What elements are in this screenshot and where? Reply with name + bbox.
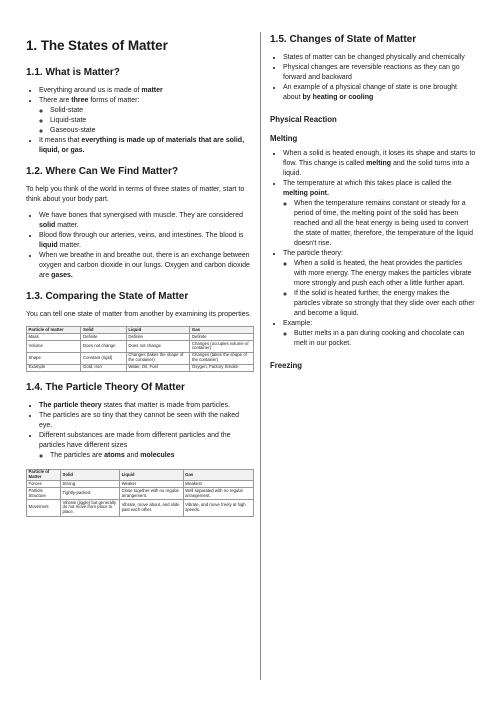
table-cell: Strong bbox=[61, 481, 120, 488]
header-cell: Gas bbox=[190, 327, 254, 334]
text: Everything around us is made of bbox=[39, 87, 142, 94]
table-row bbox=[27, 333, 254, 340]
section-comparing-states bbox=[26, 291, 254, 372]
bold-text: by heating or cooling bbox=[302, 94, 374, 101]
bold-text: melting bbox=[366, 160, 392, 167]
list-item bbox=[283, 149, 476, 179]
bold-text: atoms bbox=[104, 451, 125, 459]
text: When we breathe in and breathe out, there is an exchange between oxygen and carbon dioxide in our lungs. Oxygen and carbon dioxide are bbox=[39, 252, 250, 279]
bullet-list bbox=[26, 86, 254, 156]
table-cell: Changes (takes the shape of the container) bbox=[190, 352, 254, 364]
table-row bbox=[27, 500, 254, 517]
list-item bbox=[39, 211, 254, 231]
bold-text: melting point. bbox=[283, 190, 329, 197]
section-where-find-matter bbox=[26, 166, 254, 281]
text: There are bbox=[39, 97, 72, 104]
left-column bbox=[26, 34, 254, 527]
sub-list bbox=[283, 329, 476, 349]
bullet-list bbox=[270, 53, 476, 103]
text: An example of a physical change of state is one brought about bbox=[283, 84, 457, 101]
table-cell: Vibrate (jiggle) but generally do not move from place to place. bbox=[61, 500, 120, 517]
text: states that matter is made from particles. bbox=[101, 401, 231, 409]
table-cell: Definite bbox=[126, 333, 190, 340]
table-cell: Tightly-packed bbox=[61, 488, 120, 500]
list-item: ◦ When the temperature remains constant or steady for a period of time, the melting point of the solid has been reached and all the heat energy is being used to convert the state of matter, therefore, the temperature of the liquid doesn't rise. bbox=[294, 199, 476, 249]
section-heading: 1.4. The Particle Theory Of Matter bbox=[26, 381, 185, 393]
table-cell: Particle Structure bbox=[27, 488, 61, 500]
list-item bbox=[283, 179, 476, 249]
list-item bbox=[283, 249, 476, 319]
table-cell: Gold, Iron bbox=[81, 364, 126, 371]
table-cell: Well separated with no regular arrangement. bbox=[183, 488, 253, 500]
text: When a solid is heated enough, it loses its shape and starts to flow. This change is called bbox=[283, 150, 476, 167]
table-cell: Movement bbox=[27, 500, 61, 517]
text: Different substances are made from different particles and the particles have different sizes bbox=[39, 431, 231, 449]
list-item bbox=[39, 96, 254, 136]
right-column bbox=[270, 34, 476, 376]
table-cell: Does not change bbox=[126, 340, 190, 352]
table-cell: Constant (rigid) bbox=[81, 352, 126, 364]
text: matter. bbox=[55, 222, 79, 229]
list-item: ◦ If the solid is heated further, the energy makes the particles vibrate so strongly that they slide over each other and become a liquid. bbox=[294, 289, 476, 319]
bold-text: The particle theory bbox=[39, 401, 102, 409]
table-cell: Weaker bbox=[120, 481, 184, 488]
list-item: • States of matter can be changed physically and chemically bbox=[283, 53, 476, 63]
table-cell: Mass bbox=[27, 333, 81, 340]
subheading-freezing: Freezing bbox=[270, 361, 303, 370]
list-item bbox=[39, 86, 254, 96]
section-heading: 1.3. Comparing the State of Matter bbox=[26, 291, 189, 302]
bold-text: everything is made up of materials that are solid, liquid, or gas. bbox=[39, 137, 245, 154]
table-cell: Vibrate, and move freely at high speeds. bbox=[183, 500, 253, 517]
subheading-melting: Melting bbox=[270, 134, 298, 143]
section-heading: 1.2. Where Can We Find Matter? bbox=[26, 166, 179, 177]
list-item bbox=[50, 451, 254, 461]
text: forms of matter: bbox=[88, 97, 140, 104]
text: matter. bbox=[57, 242, 82, 249]
header-cell: Solid bbox=[61, 469, 120, 481]
header-cell: Particle of matter bbox=[27, 327, 81, 334]
bold-text: matter bbox=[141, 87, 163, 94]
list-item: ◦ When a solid is heated, the heat provides the particles with more energy. The energy makes the particles vibrate more strongly and push each other a little further apart. bbox=[294, 259, 476, 289]
table-row bbox=[27, 481, 254, 488]
list-item: ◦ Butter melts in a pan during cooking and chocolate can melt in our pocket. bbox=[294, 329, 476, 349]
bullet-list bbox=[26, 401, 254, 461]
table-cell: Changes (occupies volume of container) bbox=[190, 340, 254, 352]
table-cell: Example bbox=[27, 364, 81, 371]
bold-text: solid bbox=[39, 222, 56, 229]
text: and bbox=[124, 451, 141, 459]
header-cell: Liquid bbox=[120, 469, 184, 481]
header-cell: Gas bbox=[183, 469, 253, 481]
list-item: • Physical changes are reversible reactions as they can go forward and backward bbox=[283, 63, 476, 83]
list-item bbox=[39, 251, 254, 281]
list-item bbox=[283, 83, 476, 103]
header-cell: Solid bbox=[81, 327, 126, 334]
bullet-list bbox=[270, 149, 476, 349]
text: We have bones that synergised with muscle. They are considered bbox=[39, 212, 244, 219]
list-item: ◦ Gaseous-state bbox=[50, 126, 254, 136]
paragraph: You can tell one state of matter from another by examining its properties. bbox=[26, 311, 252, 318]
list-item: ◦ Liquid-state bbox=[50, 116, 254, 126]
sub-list bbox=[39, 106, 254, 136]
text: It means that bbox=[39, 137, 82, 144]
table-cell: Weakest bbox=[183, 481, 253, 488]
table-cell: Changes (takes the shape of the container) bbox=[126, 352, 190, 364]
text: The particles are bbox=[50, 451, 105, 459]
text: and the solid turns into a liquid. bbox=[283, 160, 470, 177]
section-heading: 1.1. What is Matter? bbox=[26, 67, 120, 78]
bold-text: gases. bbox=[51, 272, 73, 279]
table-cell: Close together with no regular arrangement. bbox=[120, 488, 184, 500]
table-header-row bbox=[27, 327, 254, 334]
sub-list bbox=[39, 451, 254, 461]
bold-text: liquid bbox=[39, 242, 58, 249]
bold-text: three bbox=[71, 97, 89, 104]
list-item bbox=[283, 319, 476, 349]
list-item bbox=[39, 231, 254, 251]
sub-list bbox=[283, 259, 476, 319]
list-item bbox=[39, 401, 254, 411]
table-cell: Vibrate, move about, and slide past each other. bbox=[120, 500, 184, 517]
list-item: • The particles are so tiny that they cannot be seen with the naked eye. bbox=[39, 411, 254, 431]
table-cell: Definite bbox=[190, 333, 254, 340]
header-cell: Particle of Matter bbox=[27, 469, 61, 481]
paragraph: To help you think of the world in terms of three states of matter, start to think about your body part. bbox=[26, 186, 245, 203]
text: Example: bbox=[283, 320, 313, 327]
section-what-is-matter bbox=[26, 67, 254, 156]
table-row bbox=[27, 340, 254, 352]
table-cell: Definite bbox=[81, 333, 126, 340]
text: Blood flow through our arteries, veins, and intestines. The blood is bbox=[39, 232, 244, 239]
table-row bbox=[27, 488, 254, 500]
text: The particle theory: bbox=[283, 250, 343, 257]
list-item: ◦ Solid-state bbox=[50, 106, 254, 116]
comparison-table bbox=[26, 326, 254, 372]
section-heading: 1.5. Changes of State of Matter bbox=[270, 34, 417, 45]
table-row bbox=[27, 364, 254, 371]
section-particle-theory bbox=[26, 382, 254, 517]
table-cell: Oxygen, Factory Smoke bbox=[190, 364, 254, 371]
bullet-list bbox=[26, 211, 254, 281]
table-cell: Does not change bbox=[81, 340, 126, 352]
particle-table bbox=[26, 469, 254, 517]
table-row bbox=[27, 352, 254, 364]
table-cell: Volume bbox=[27, 340, 81, 352]
table-header-row bbox=[27, 469, 254, 481]
table-cell: Shape bbox=[27, 352, 81, 364]
list-item bbox=[39, 136, 254, 156]
bold-text: molecules bbox=[140, 451, 175, 459]
page-title: 1. The States of Matter bbox=[26, 38, 168, 53]
table-cell: Water, Oil, Fuel bbox=[126, 364, 190, 371]
table-cell: Forces bbox=[27, 481, 61, 488]
column-divider bbox=[260, 32, 261, 680]
text: The temperature at which this takes place is called the bbox=[283, 180, 452, 187]
sub-list bbox=[283, 199, 476, 249]
list-item bbox=[39, 431, 254, 461]
header-cell: Liquid bbox=[126, 327, 190, 334]
subheading-physical-reaction: Physical Reaction bbox=[270, 115, 337, 124]
